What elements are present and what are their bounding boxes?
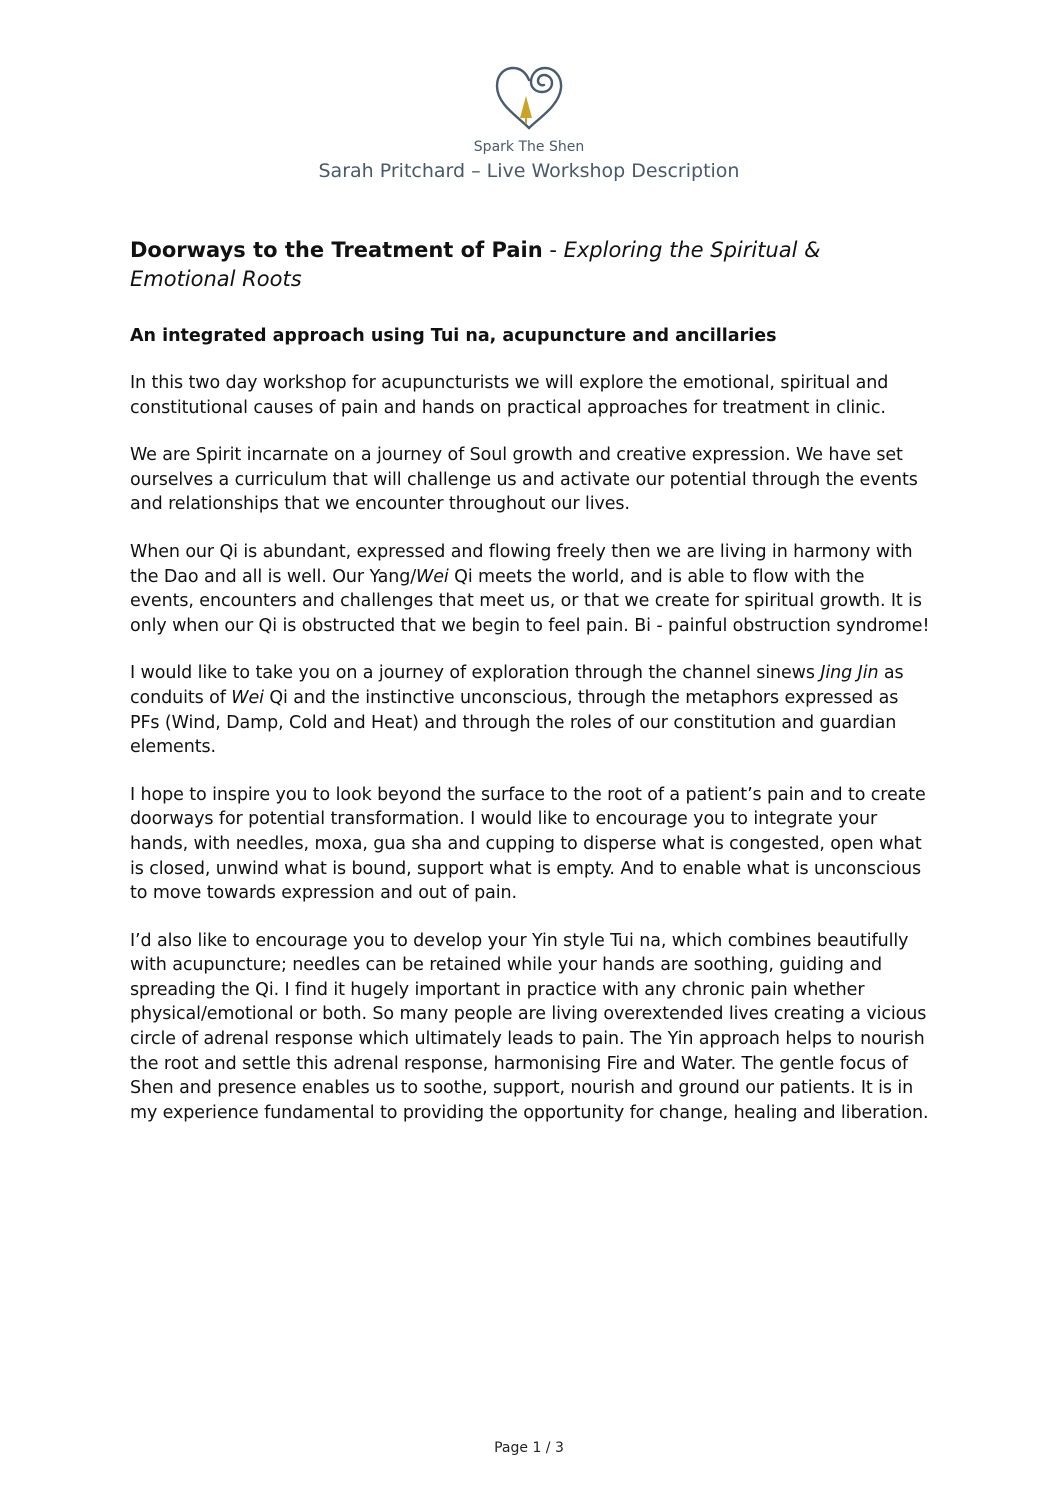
title-main: Doorways to the Treatment of Pain xyxy=(130,238,543,262)
page-number: Page 1 / 3 xyxy=(494,1440,564,1456)
p4-jing-jin: Jing Jin xyxy=(820,663,879,684)
document-subtitle: Sarah Pritchard – Live Workshop Description xyxy=(318,160,740,182)
lead-heading: An integrated approach using Tui na, acupuncture and ancillaries xyxy=(130,326,777,346)
heart-spiral-tree-icon xyxy=(489,62,569,132)
article-body xyxy=(130,236,930,1125)
paragraph-3 xyxy=(130,540,930,638)
p3-wei: Wei xyxy=(416,566,449,587)
paragraph-4 xyxy=(130,661,930,759)
page-header xyxy=(0,62,1058,184)
p4-text-e: Qi and the instinctive unconscious, through the metaphors expressed as PFs (Wind, Damp, Cold and Heat) and through the roles of our constitution and guardian elements. xyxy=(130,687,899,758)
p4-text-a: I would like to take you on a journey of exploration through the channel sinews xyxy=(130,663,821,684)
p4-text-c: as conduits of xyxy=(130,663,904,708)
p4-wei: Wei xyxy=(231,687,264,708)
title-separator: - xyxy=(542,238,564,262)
p3-text-a: When our Qi is abundant, expressed and flowing freely then we are living in harmony with the Dao and all is well. Our Yang/ xyxy=(130,541,913,587)
paragraph-2: We are Spirit incarnate on a journey of Soul growth and creative expression. We have set ourselves a curriculum that will challenge us and activate our potential through the events and relationships that we encounter throughout our lives. xyxy=(130,445,918,515)
title-subtitle: Exploring the Spiritual & Emotional Roots xyxy=(130,238,821,291)
p3-text-c: Qi meets the world, and is able to flow with the events, encounters and challenges that meet us, or that we create for spiritual growth. It is only when our Qi is obstructed that we begin to feel pain. Bi - painful obstruction syndrome! xyxy=(130,566,930,636)
paragraph-1: In this two day workshop for acupuncturists we will explore the emotional, spiritual and constitutional causes of pain and hands on practical approaches for treatment in clinic. xyxy=(130,373,889,418)
paragraph-6: I’d also like to encourage you to develop your Yin style Tui na, which combines beautifully with acupuncture; needles can be retained while your hands are soothing, guiding and spreading the Qi. I find it hugely important in practice with any chronic pain whether physical/emotional or both. So many people are living overextended lives creating a vicious circle of adrenal response which ultimately leads to pain. The Yin approach helps to nourish the root and settle this adrenal response, harmonising Fire and Water. The gentle focus of Shen and presence enables us to soothe, support, nourish and ground our patients. It is in my experience fundamental to providing the opportunity for change, healing and liberation. xyxy=(130,930,929,1123)
paragraph-5: I hope to inspire you to look beyond the surface to the root of a patient’s pain and to create doorways for potential transformation. I would like to encourage you to integrate your hands, with needles, moxa, gua sha and cupping to disperse what is congested, open what is closed, unwind what is bound, support what is empty. And to enable what is unconscious to move towards expression and out of pain. xyxy=(130,784,926,904)
article-title xyxy=(130,236,930,294)
brand-name: Spark The Shen xyxy=(473,139,585,155)
